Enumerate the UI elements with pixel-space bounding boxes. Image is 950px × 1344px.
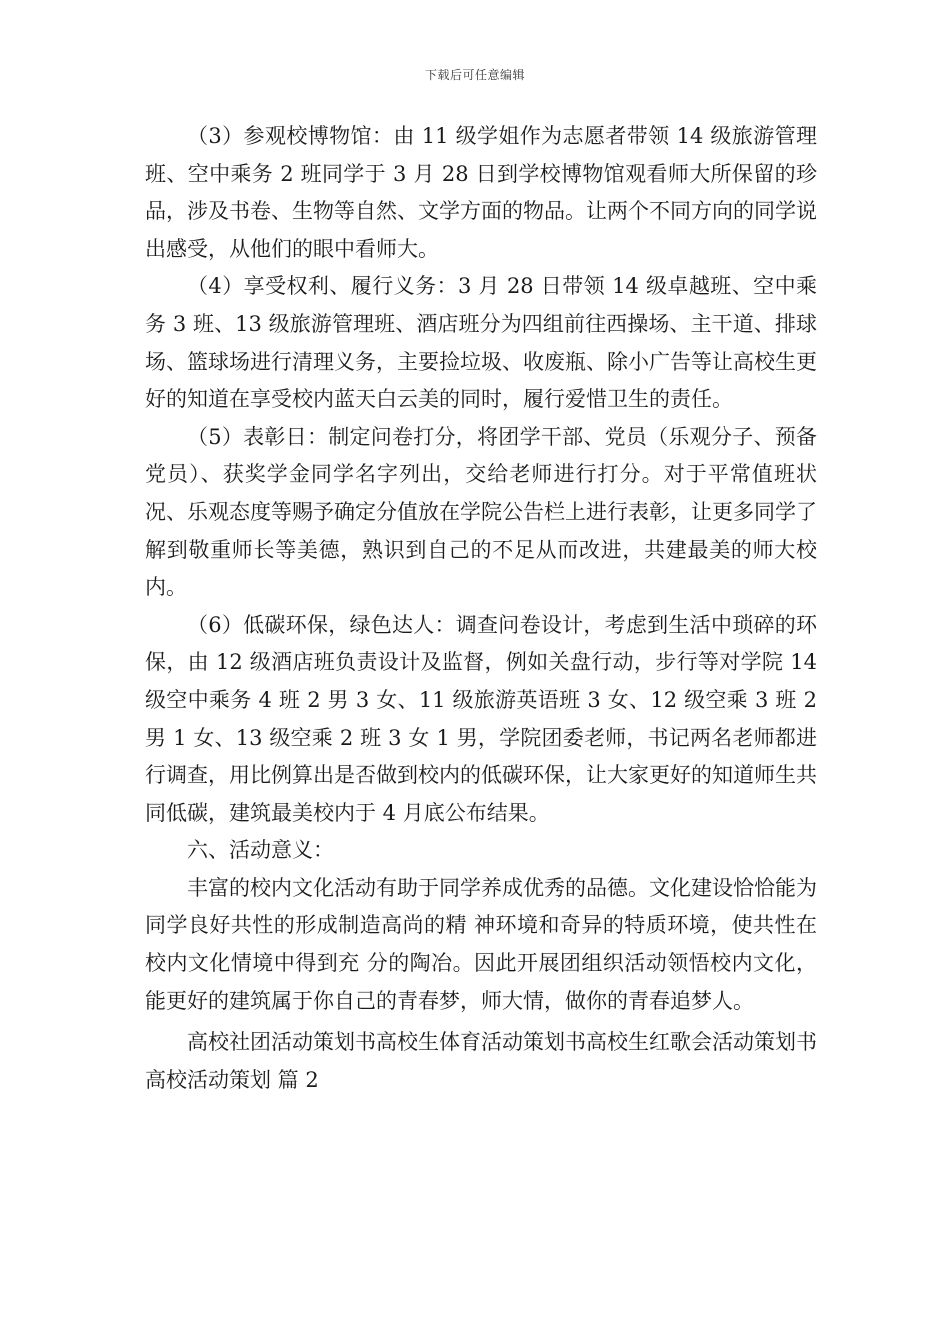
page-header-note: 下载后可任意编辑 [424, 68, 525, 82]
document-body [145, 118, 817, 1099]
paragraph-museum-visit: （3）参观校博物馆：由 11 级学姐作为志愿者带领 14 级旅游管理班、空中乘务 2 班同学于 3 月 28 日到学校博物馆观看师大所保留的珍品，涉及书卷、生物等自然、文学方面的物品。让两个不同方向的同学说出感受，从他们的眼中看师大。 [145, 124, 817, 261]
section-heading-significance: 六、活动意义： [187, 838, 334, 863]
paragraph-low-carbon: （6）低碳环保，绿色达人：调查问卷设计，考虑到生活中琐碎的环保，由 12 级酒店班负责设计及监督，例如关盘行动，步行等对学院 14 级空中乘务 4 班 2 男 3 女、11 级旅游英语班 3 女、12 级空乘 3 班 2 男 1 女、13 级空乘 2 班 3 女 1 男，学院团委老师，书记两名老师都进行调查，用比例算出是否做到校内的低碳环保，让大家更好的知道师生共同低碳，建筑最美校内于 4 月底公布结果。 [145, 612, 817, 825]
paragraph-commendation-day: （5）表彰日：制定问卷打分，将团学干部、党员（乐观分子、预备党员）、获奖学金同学名字列出，交给老师进行打分。对于平常值班状况、乐观态度等赐予确定分值放在学院公告栏上进行表彰，让更多同学了解到敬重师长等美德，熟识到自己的不足从而改进，共建最美的师大校内。 [145, 424, 817, 600]
paragraph-significance: 丰富的校内文化活动有助于同学养成优秀的品德。文化建设恰恰能为同学良好共性的形成制造高尚的精 神环境和奇异的特质环境，使共性在校内文化情境中得到充 分的陶冶。因此开展团组织活动领悟校内文化，能更好的建筑属于你自己的青春梦，师大情，做你的青春追梦人。 [145, 875, 817, 1013]
paragraph-related-titles: 高校社团活动策划书高校生体育活动策划书高校生红歌会活动策划书 [187, 1030, 817, 1055]
section-title-part-2: 高校活动策划 篇 2 [145, 1067, 319, 1092]
paragraph-rights-duties: （4）享受权利、履行义务：3 月 28 日带领 14 级卓越班、空中乘务 3 班、13 级旅游管理班、酒店班分为四组前往西操场、主干道、排球场、篮球场进行清理义务，主要捡垃圾、收废瓶、除小广告等让高校生更好的知道在享受校内蓝天白云美的同时，履行爱惜卫生的责任。 [145, 274, 817, 412]
